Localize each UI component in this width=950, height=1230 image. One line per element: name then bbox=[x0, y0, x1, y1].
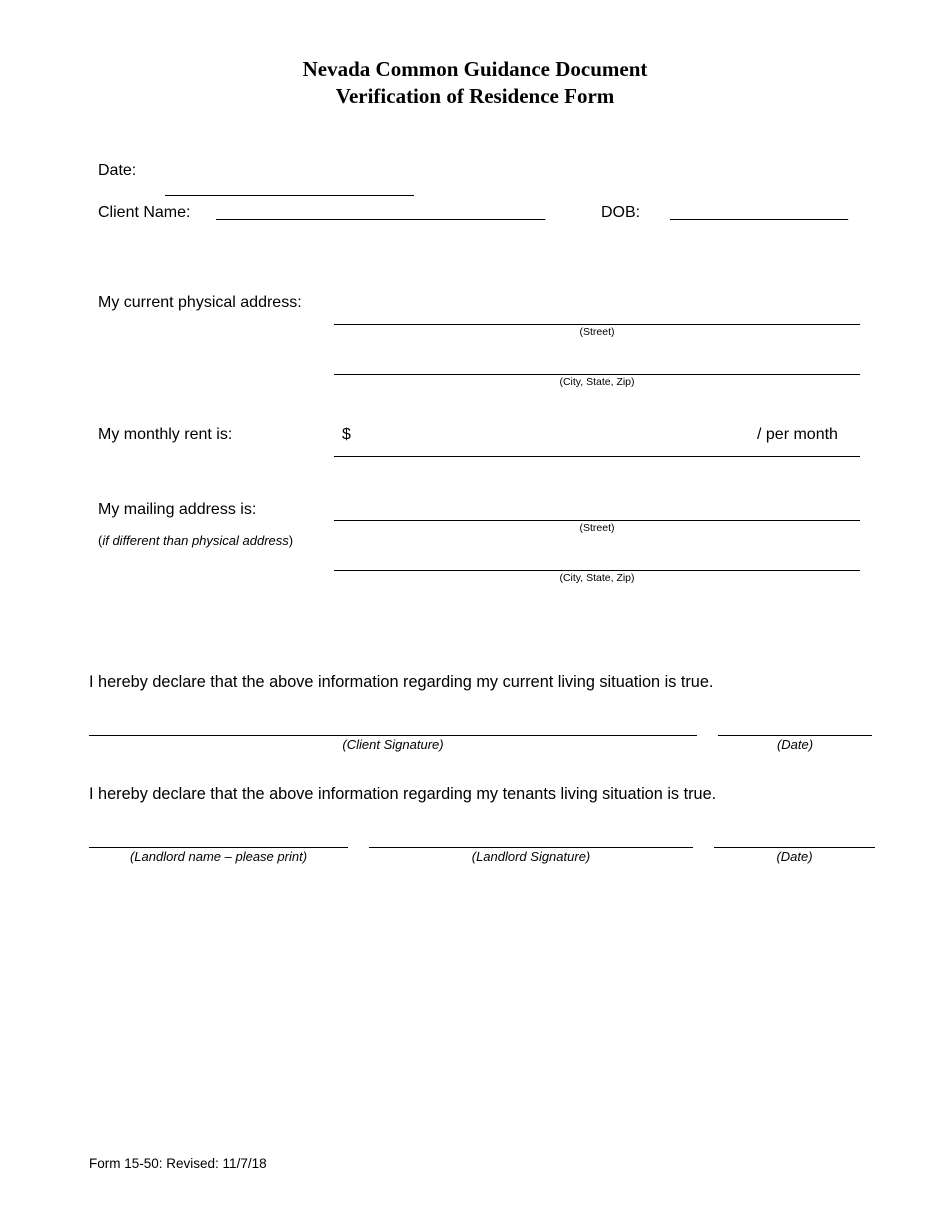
physical-street-field[interactable] bbox=[334, 296, 860, 325]
note-close-paren: ) bbox=[288, 533, 294, 548]
landlord-signature-field[interactable] bbox=[369, 812, 693, 848]
client-declaration-text: I hereby declare that the above information regarding my current living situation is true. bbox=[89, 673, 714, 691]
mailing-address-label: My mailing address is: bbox=[98, 501, 257, 518]
note-open-paren: ( bbox=[98, 533, 103, 548]
landlord-date-field[interactable] bbox=[714, 812, 875, 848]
client-signature-caption: (Client Signature) bbox=[342, 737, 444, 752]
monthly-rent-label: My monthly rent is: bbox=[98, 426, 233, 443]
note-text: if different than physical address bbox=[102, 533, 289, 548]
dob-field[interactable]: ____________________ bbox=[670, 204, 848, 221]
mailing-address-note bbox=[98, 533, 293, 548]
client-signature-field[interactable] bbox=[89, 700, 697, 736]
physical-address-label: My current physical address: bbox=[98, 294, 302, 311]
landlord-date-caption: (Date) bbox=[776, 849, 813, 864]
client-date-field[interactable] bbox=[718, 700, 872, 736]
client-date-caption: (Date) bbox=[776, 737, 814, 752]
form-revision-footer: Form 15-50: Revised: 11/7/18 bbox=[89, 1156, 267, 1171]
mailing-street-field[interactable] bbox=[334, 492, 860, 521]
document-title: Nevada Common Guidance Document bbox=[302, 57, 648, 81]
date-label: Date: bbox=[98, 162, 137, 179]
mailing-city-caption: (City, State, Zip) bbox=[559, 572, 635, 584]
client-name-field[interactable]: _____________________________________ bbox=[216, 204, 546, 221]
currency-symbol: $ bbox=[342, 426, 351, 443]
form-title: Verification of Residence Form bbox=[335, 84, 615, 108]
landlord-name-caption: (Landlord name – please print) bbox=[129, 849, 308, 864]
landlord-name-field[interactable] bbox=[89, 812, 348, 848]
dob-label: DOB: bbox=[601, 204, 641, 221]
client-name-label: Client Name: bbox=[98, 204, 191, 221]
landlord-declaration-text: I hereby declare that the above information regarding my tenants living situation is true. bbox=[89, 785, 717, 803]
mailing-city-field[interactable] bbox=[334, 542, 860, 571]
date-field[interactable] bbox=[165, 181, 414, 196]
mailing-street-caption: (Street) bbox=[579, 522, 615, 534]
physical-city-field[interactable] bbox=[334, 346, 860, 375]
physical-city-caption: (City, State, Zip) bbox=[559, 376, 635, 388]
landlord-signature-caption: (Landlord Signature) bbox=[471, 849, 591, 864]
physical-street-caption: (Street) bbox=[579, 326, 615, 338]
per-month-label: / per month bbox=[757, 426, 838, 443]
